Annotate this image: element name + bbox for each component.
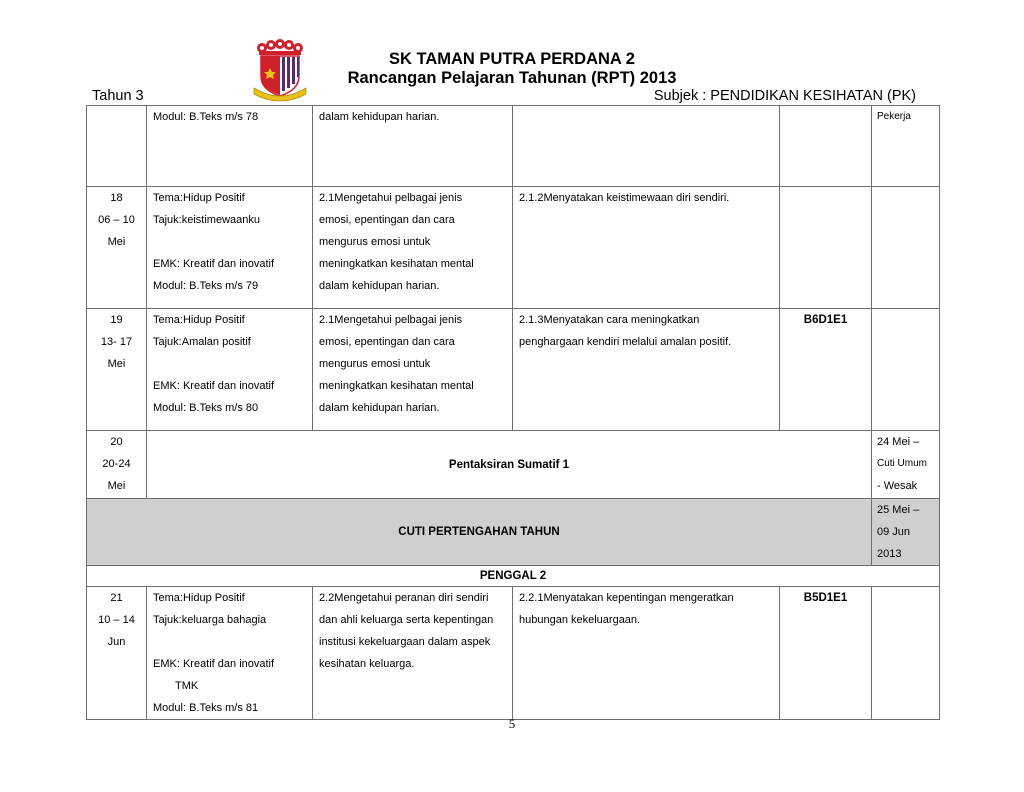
table-row xyxy=(87,309,940,431)
band-code: B5D1E1 xyxy=(803,592,848,604)
week-cell: 19 13- 17 Mei xyxy=(87,309,147,431)
lesson-plan-table xyxy=(86,105,940,720)
band-cell xyxy=(780,309,872,431)
week-cell xyxy=(87,106,147,187)
page-number: 5 xyxy=(508,716,516,731)
week-cell: 20 20-24 Mei xyxy=(87,431,147,499)
theme-cell: Modul: B.Teks m/s 78 xyxy=(147,106,313,187)
band-cell xyxy=(780,106,872,187)
week-cell: 18 06 – 10 Mei xyxy=(87,187,147,309)
school-name: SK TAMAN PUTRA PERDANA 2 xyxy=(389,50,635,68)
crown-icon xyxy=(257,39,303,55)
standard-cell: dalam kehidupan harian. xyxy=(313,106,513,187)
theme-cell: Tema:Hidup Positif Tajuk:Amalan positif EMK: Kreatif dan inovatif Modul: B.Teks m/s 80 xyxy=(147,309,313,431)
table-row xyxy=(87,187,940,309)
learning-outcome-cell: 2.1.2Menyatakan keistimewaan diri sendiri. xyxy=(513,187,780,309)
note-cell xyxy=(872,309,940,431)
assessment-row xyxy=(87,431,940,499)
holiday-row xyxy=(87,499,940,566)
standard-cell: 2.1Mengetahui pelbagai jenis emosi, epentingan dan cara mengurus emosi untuk meningkatkan kesihatan mental dalam kehidupan harian. xyxy=(313,187,513,309)
table-row xyxy=(87,587,940,720)
assessment-label: Pentaksiran Sumatif 1 xyxy=(147,431,872,499)
band-code: B6D1E1 xyxy=(803,314,848,326)
learning-outcome-cell xyxy=(513,106,780,187)
subject-label: Subjek : PENDIDIKAN KESIHATAN (PK) xyxy=(653,88,916,104)
note-cell: 24 Mei – Cuti Umum - Wesak xyxy=(872,431,940,499)
term-row xyxy=(87,566,940,587)
theme-cell: Tema:Hidup Positif Tajuk:keistimewaanku EMK: Kreatif dan inovatif Modul: B.Teks m/s 79 xyxy=(147,187,313,309)
note-cell: 25 Mei – 09 Jun 2013 xyxy=(872,499,940,566)
band-cell xyxy=(780,187,872,309)
learning-outcome-cell: 2.1.3Menyatakan cara meningkatkan penghargaan kendiri melalui amalan positif. xyxy=(513,309,780,431)
band-cell xyxy=(780,587,872,720)
year-label: Tahun 3 xyxy=(92,88,144,104)
standard-cell: 2.2Mengetahui peranan diri sendiri dan ahli keluarga serta kepentingan institusi kekeluargaan dalam aspek kesihatan keluarga. xyxy=(313,587,513,720)
week-cell: 21 10 – 14 Jun xyxy=(87,587,147,720)
holiday-label: CUTI PERTENGAHAN TAHUN xyxy=(87,499,872,566)
note-cell: Pekerja xyxy=(872,106,940,187)
note-cell xyxy=(872,187,940,309)
document-title: Rancangan Pelajaran Tahunan (RPT) 2013 xyxy=(347,69,677,87)
table-row xyxy=(87,106,940,187)
note-cell xyxy=(872,587,940,720)
learning-outcome-cell: 2.2.1Menyatakan kepentingan mengeratkan hubungan kekeluargaan. xyxy=(513,587,780,720)
theme-cell: Tema:Hidup Positif Tajuk:keluarga bahagia EMK: Kreatif dan inovatif TMK Modul: B.Teks m/s 81 xyxy=(147,587,313,720)
term-label: PENGGAL 2 xyxy=(87,566,940,587)
standard-cell: 2.1Mengetahui pelbagai jenis emosi, epentingan dan cara mengurus emosi untuk meningkatkan kesihatan mental dalam kehidupan harian. xyxy=(313,309,513,431)
